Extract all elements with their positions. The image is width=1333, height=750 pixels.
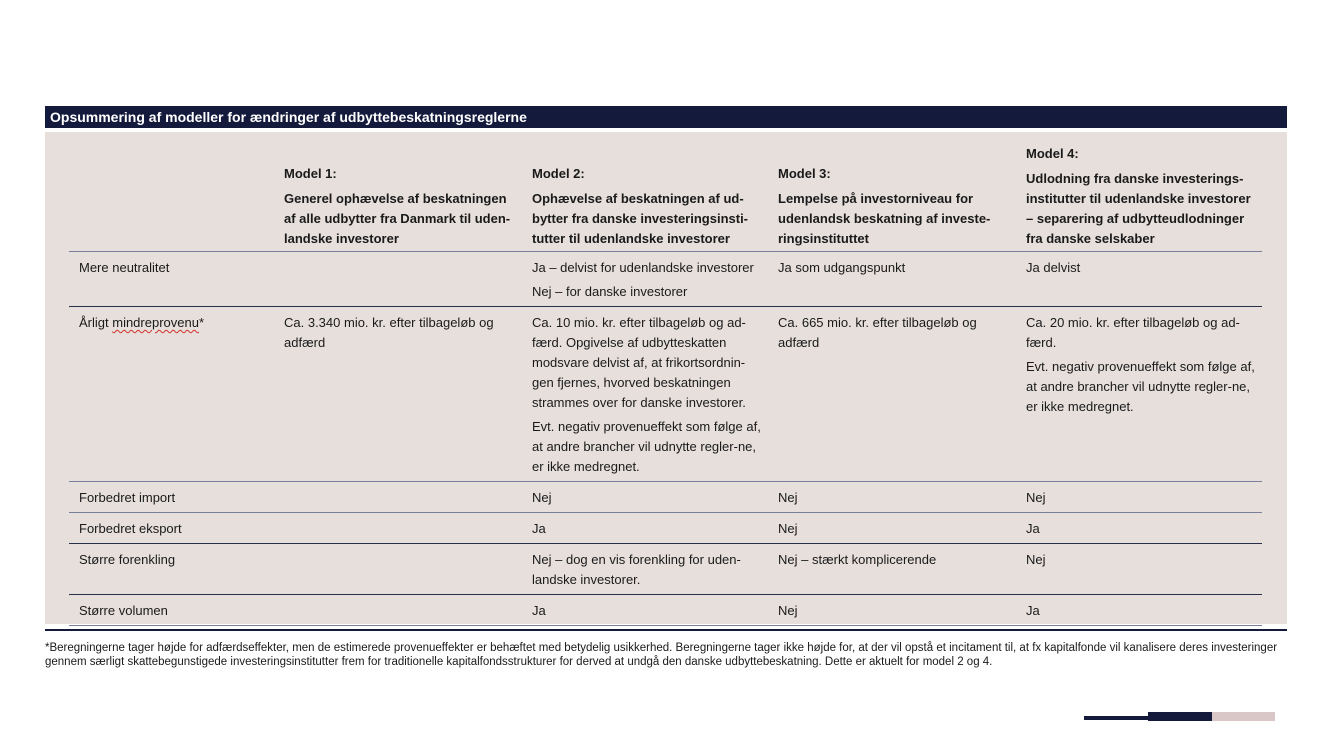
model-header — [522, 144, 768, 252]
cell-text: Nej – stærkt komplicerende — [778, 552, 937, 567]
footnote-divider — [45, 629, 1287, 631]
header-row — [69, 144, 1262, 252]
cell-text: Ja – delvist for udenlandske investorer — [532, 260, 754, 275]
table-cell — [522, 252, 768, 307]
model-name: Model 4: — [1026, 146, 1079, 161]
cell-text: Nej – dog en vis forenkling for uden-landske investorer. — [532, 552, 741, 587]
cell-text: Ja — [1026, 521, 1040, 536]
cell-text: Nej – for danske investorer — [532, 284, 688, 299]
slide-progress-remaining — [1212, 712, 1275, 721]
model-name: Model 2: — [532, 166, 585, 181]
model-name: Model 3: — [778, 166, 831, 181]
row-label-prefix: Årligt — [79, 315, 113, 330]
table-cell — [274, 482, 522, 513]
table-cell — [768, 482, 1016, 513]
row-label-asterisk: * — [198, 315, 205, 330]
table-cell — [522, 595, 768, 626]
summary-panel — [45, 132, 1287, 624]
table-row — [69, 544, 1262, 595]
footnote: *Beregningerne tager højde for adfærdseffekter, men de estimerede provenueffekter er behæftet med betydelig usikkerhed. Beregningerne tager ikke højde for, at der vil opstå et incitament til, at fx kapitalfonde vil kanalisere deres investeringer gennem særligt skattebegunstigede investeringsinstitutter frem for traditionelle kapitalfondsstrukturer for derved at undgå den danske udbyttebeskatning. Dette er aktuelt for model 2 og 4. — [45, 642, 1278, 668]
table-cell — [274, 544, 522, 595]
row-label: Forbedret eksport — [69, 513, 274, 544]
table-cell — [1016, 252, 1262, 307]
slide-progress-completed — [1148, 712, 1212, 721]
cell-text: Nej — [778, 521, 798, 536]
model-header — [274, 144, 522, 252]
table-cell — [522, 544, 768, 595]
table-cell — [1016, 544, 1262, 595]
table-row — [69, 595, 1262, 626]
table-row — [69, 513, 1262, 544]
cell-text: Ca. 665 mio. kr. efter tilbageløb og adfærd — [778, 315, 977, 350]
cell-text: Evt. negativ provenueffekt som følge af, at andre brancher vil udnytte regler-ne, er ikke medregnet. — [532, 419, 761, 474]
row-label-spellcheck-word: mindreprovenu — [112, 315, 199, 330]
model-name: Model 1: — [284, 166, 337, 181]
table-cell — [1016, 482, 1262, 513]
table-cell — [768, 252, 1016, 307]
table-cell — [274, 252, 522, 307]
table-cell — [768, 307, 1016, 482]
table-cell — [1016, 513, 1262, 544]
table-row — [69, 482, 1262, 513]
model-header — [768, 144, 1016, 252]
row-label: Mere neutralitet — [69, 252, 274, 307]
model-description: Generel ophævelse af beskatningen af alle udbytter fra Danmark til uden-landske investorer — [284, 191, 511, 246]
cell-text: Evt. negativ provenueffekt som følge af, at andre brancher vil udnytte regler-ne, er ikke medregnet. — [1026, 359, 1255, 414]
row-label: Større volumen — [69, 595, 274, 626]
model-description: Lempelse på investorniveau for udenlandsk beskatning af investe-ringsinstituttet — [778, 191, 991, 246]
cell-text: Nej — [1026, 490, 1046, 505]
cell-text: Nej — [778, 490, 798, 505]
cell-text: Ja som udgangspunkt — [778, 260, 906, 275]
table-cell — [522, 482, 768, 513]
table-cell — [768, 595, 1016, 626]
table-cell — [1016, 307, 1262, 482]
cell-text: Ja — [532, 603, 546, 618]
table-cell — [522, 513, 768, 544]
cell-text: Ja delvist — [1026, 260, 1081, 275]
table-cell — [274, 307, 522, 482]
table-cell — [768, 544, 1016, 595]
model-description: Ophævelse af beskatningen af ud-bytter fra danske investeringsinsti-tutter til udenlandske investorer — [532, 191, 749, 246]
table-cell — [274, 595, 522, 626]
table-cell — [768, 513, 1016, 544]
table-cell — [274, 513, 522, 544]
cell-text: Ca. 10 mio. kr. efter tilbageløb og ad-færd. Opgivelse af udbytteskatten modsvare delvist af, at frikortsordnin-gen fjernes, hvorved beskatningen strammes over for danske investorer. — [532, 315, 746, 410]
table-cell — [1016, 595, 1262, 626]
cell-text: Ca. 3.340 mio. kr. efter tilbageløb og adfærd — [284, 315, 494, 350]
cell-text: Ca. 20 mio. kr. efter tilbageløb og ad-færd. — [1026, 315, 1240, 350]
cell-text: Ja — [532, 521, 546, 536]
cell-text: Nej — [778, 603, 798, 618]
cell-text: Ja — [1026, 603, 1040, 618]
model-description: Udlodning fra danske investerings-institutter til udenlandske investorer – separering af udbytteudlodninger fra danske selskaber — [1026, 171, 1251, 246]
slide-progress-track — [1084, 716, 1148, 720]
cell-text: Nej — [1026, 552, 1046, 567]
row-label: Større forenkling — [69, 544, 274, 595]
table-row — [69, 307, 1262, 482]
row-label: Forbedret import — [69, 482, 274, 513]
summary-table — [69, 144, 1262, 626]
table-cell — [522, 307, 768, 482]
table-title: Opsummering af modeller for ændringer af udbyttebeskatningsreglerne — [45, 106, 1287, 128]
table-row — [69, 252, 1262, 307]
row-label — [69, 307, 274, 482]
model-header — [1016, 144, 1262, 252]
corner-cell — [69, 144, 274, 252]
cell-text: Nej — [532, 490, 552, 505]
